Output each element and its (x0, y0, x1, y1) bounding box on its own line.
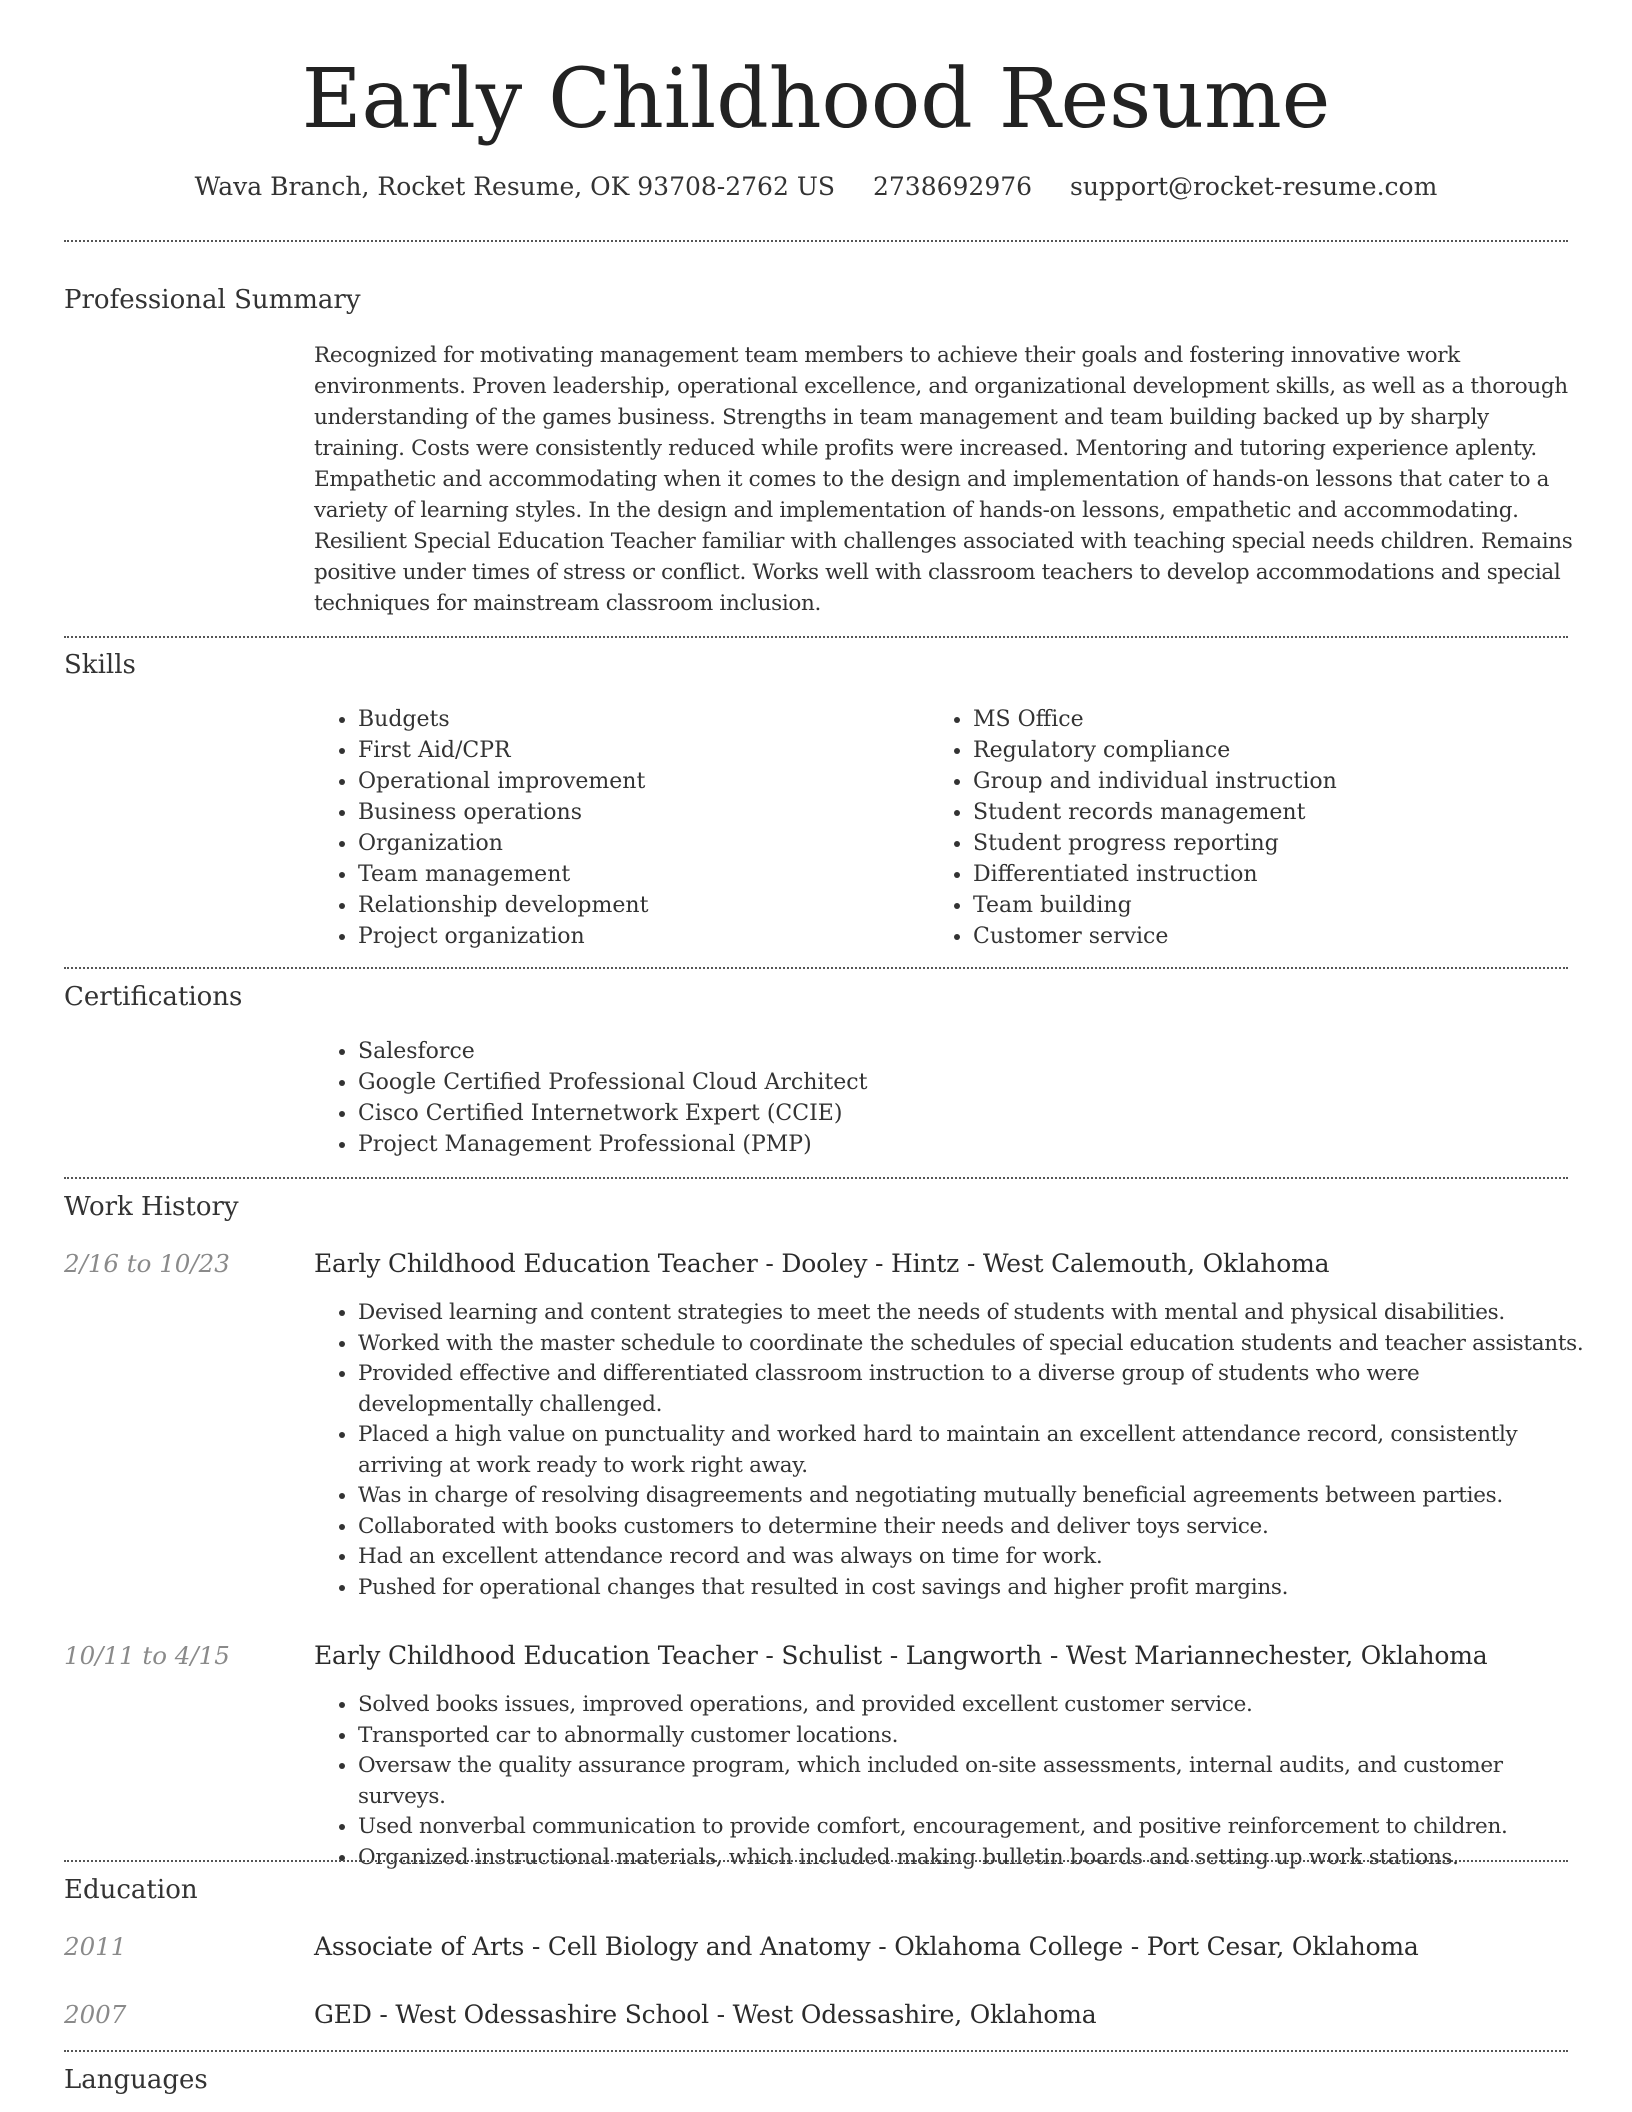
skills-list-right (929, 704, 1337, 952)
section-divider (64, 2050, 1568, 2052)
summary-heading: Professional Summary (64, 285, 361, 315)
skill-item: • Differentiated instruction (973, 859, 1337, 890)
job-title (314, 1639, 1487, 1673)
skills-list-left (314, 704, 648, 952)
skill-item: • First Aid/CPR (358, 735, 648, 766)
skill-item: • Student records management (973, 797, 1337, 828)
resume-title: Early Childhood Resume (301, 52, 1331, 147)
job-bullet: • Worked with the master schedule to coordinate the schedules of special education students and teacher assistants. (358, 1329, 1588, 1360)
job-bullet: • Collaborated with books customers to determine their needs and deliver toys service. (358, 1512, 1588, 1543)
education-year: 2007 (64, 2000, 127, 2029)
skill-item: • Budgets (358, 704, 648, 735)
contact-phone: 2738692976 (872, 172, 1033, 201)
skill-item: • Regulatory compliance (973, 735, 1337, 766)
job-title-separator: - (757, 1641, 782, 1670)
skill-item: • Business operations (358, 797, 648, 828)
certification-item: • Project Management Professional (PMP) (358, 1129, 867, 1160)
education-heading: Education (64, 1875, 198, 1905)
job-bullet: • Transported car to abnormally customer locations. (358, 1721, 1588, 1752)
job-title (314, 1247, 1329, 1281)
skill-item: • Group and individual instruction (973, 766, 1337, 797)
job-bullet: • Pushed for operational changes that resulted in cost savings and higher profit margins. (358, 1573, 1588, 1604)
skill-item: • Team management (358, 859, 648, 890)
job-role: Early Childhood Education Teacher (314, 1249, 758, 1278)
section-divider (64, 1860, 1568, 1862)
certifications-heading: Certifications (64, 982, 243, 1012)
education-entry: Associate of Arts - Cell Biology and Anatomy - Oklahoma College - Port Cesar, Oklahoma (314, 1932, 1419, 1961)
languages-heading: Languages (64, 2065, 208, 2095)
skill-item: • MS Office (973, 704, 1337, 735)
job-bullet: • Solved books issues, improved operations, and provided excellent customer service. (358, 1690, 1588, 1721)
job-bullet-list (314, 1298, 1588, 1603)
section-divider (64, 1177, 1568, 1179)
job-bullet: • Was in charge of resolving disagreements and negotiating mutually beneficial agreements between parties. (358, 1481, 1588, 1512)
job-bullet-list (314, 1690, 1588, 1873)
section-divider (64, 240, 1568, 242)
section-divider (64, 636, 1568, 638)
job-bullet: • Had an excellent attendance record and was always on time for work. (358, 1542, 1588, 1573)
contact-line (0, 170, 1632, 204)
certification-item: • Google Certified Professional Cloud Architect (358, 1067, 867, 1098)
job-bullet: • Provided effective and differentiated classroom instruction to a diverse group of students who were developmentally challenged. (358, 1359, 1588, 1420)
job-employer: Dooley - Hintz - West Calemouth, Oklahoma (781, 1249, 1330, 1278)
job-bullet: • Organized instructional materials, which included making bulletin boards and setting up work stations. (358, 1843, 1588, 1874)
skills-heading: Skills (64, 650, 136, 680)
certifications-list (314, 1036, 867, 1160)
certification-item: • Salesforce (358, 1036, 867, 1067)
job-bullet: • Devised learning and content strategies to meet the needs of students with mental and physical disabilities. (358, 1298, 1588, 1329)
contact-email: support@rocket-resume.com (1070, 172, 1438, 201)
job-employer: Schulist - Langworth - West Mariannechester, Oklahoma (781, 1641, 1488, 1670)
skill-item: • Relationship development (358, 890, 648, 921)
skill-item: • Project organization (358, 921, 648, 952)
certification-item: • Cisco Certified Internetwork Expert (CCIE) (358, 1098, 867, 1129)
skill-item: • Customer service (973, 921, 1337, 952)
job-bullet: • Oversaw the quality assurance program, which included on-site assessments, internal audits, and customer surveys. (358, 1751, 1588, 1812)
work-history-heading: Work History (64, 1192, 239, 1222)
job-role: Early Childhood Education Teacher (314, 1641, 758, 1670)
skill-item: • Operational improvement (358, 766, 648, 797)
section-divider (64, 967, 1568, 969)
education-year: 2011 (64, 1932, 127, 1961)
skill-item: • Student progress reporting (973, 828, 1337, 859)
summary-text: Recognized for motivating management team members to achieve their goals and fostering innovative work environments. Proven leadership, operational excellence, and organizational development skills, as well as a thorough understanding of the games business. Strengths in team management and team building backed up by sharply training. Costs were consistently reduced while profits were increased. Mentoring and tutoring experience aplenty. Empathetic and accommodating when it comes to the design and implementation of hands-on lessons that cater to a variety of learning styles. In the design and implementation of hands-on lessons, empathetic and accommodating. Resilient Special Education Teacher familiar with challenges associated with teaching special needs children. Remains positive under times of stress or conflict. Works well with classroom teachers to develop accommodations and special techniques for mainstream classroom inclusion. (314, 343, 1573, 616)
job-bullet: • Used nonverbal communication to provide comfort, encouragement, and positive reinforcement to children. (358, 1812, 1588, 1843)
contact-address: Wava Branch, Rocket Resume, OK 93708-2762 US (194, 172, 836, 201)
job-bullet: • Placed a high value on punctuality and worked hard to maintain an excellent attendance record, consistently arriving at work ready to work right away. (358, 1420, 1588, 1481)
education-entry: GED - West Odessashire School - West Odessashire, Oklahoma (314, 2000, 1097, 2029)
job-dates: 2/16 to 10/23 (64, 1249, 230, 1278)
skill-item: • Team building (973, 890, 1337, 921)
job-dates: 10/11 to 4/15 (64, 1641, 230, 1670)
job-title-separator: - (757, 1249, 782, 1278)
skill-item: • Organization (358, 828, 648, 859)
